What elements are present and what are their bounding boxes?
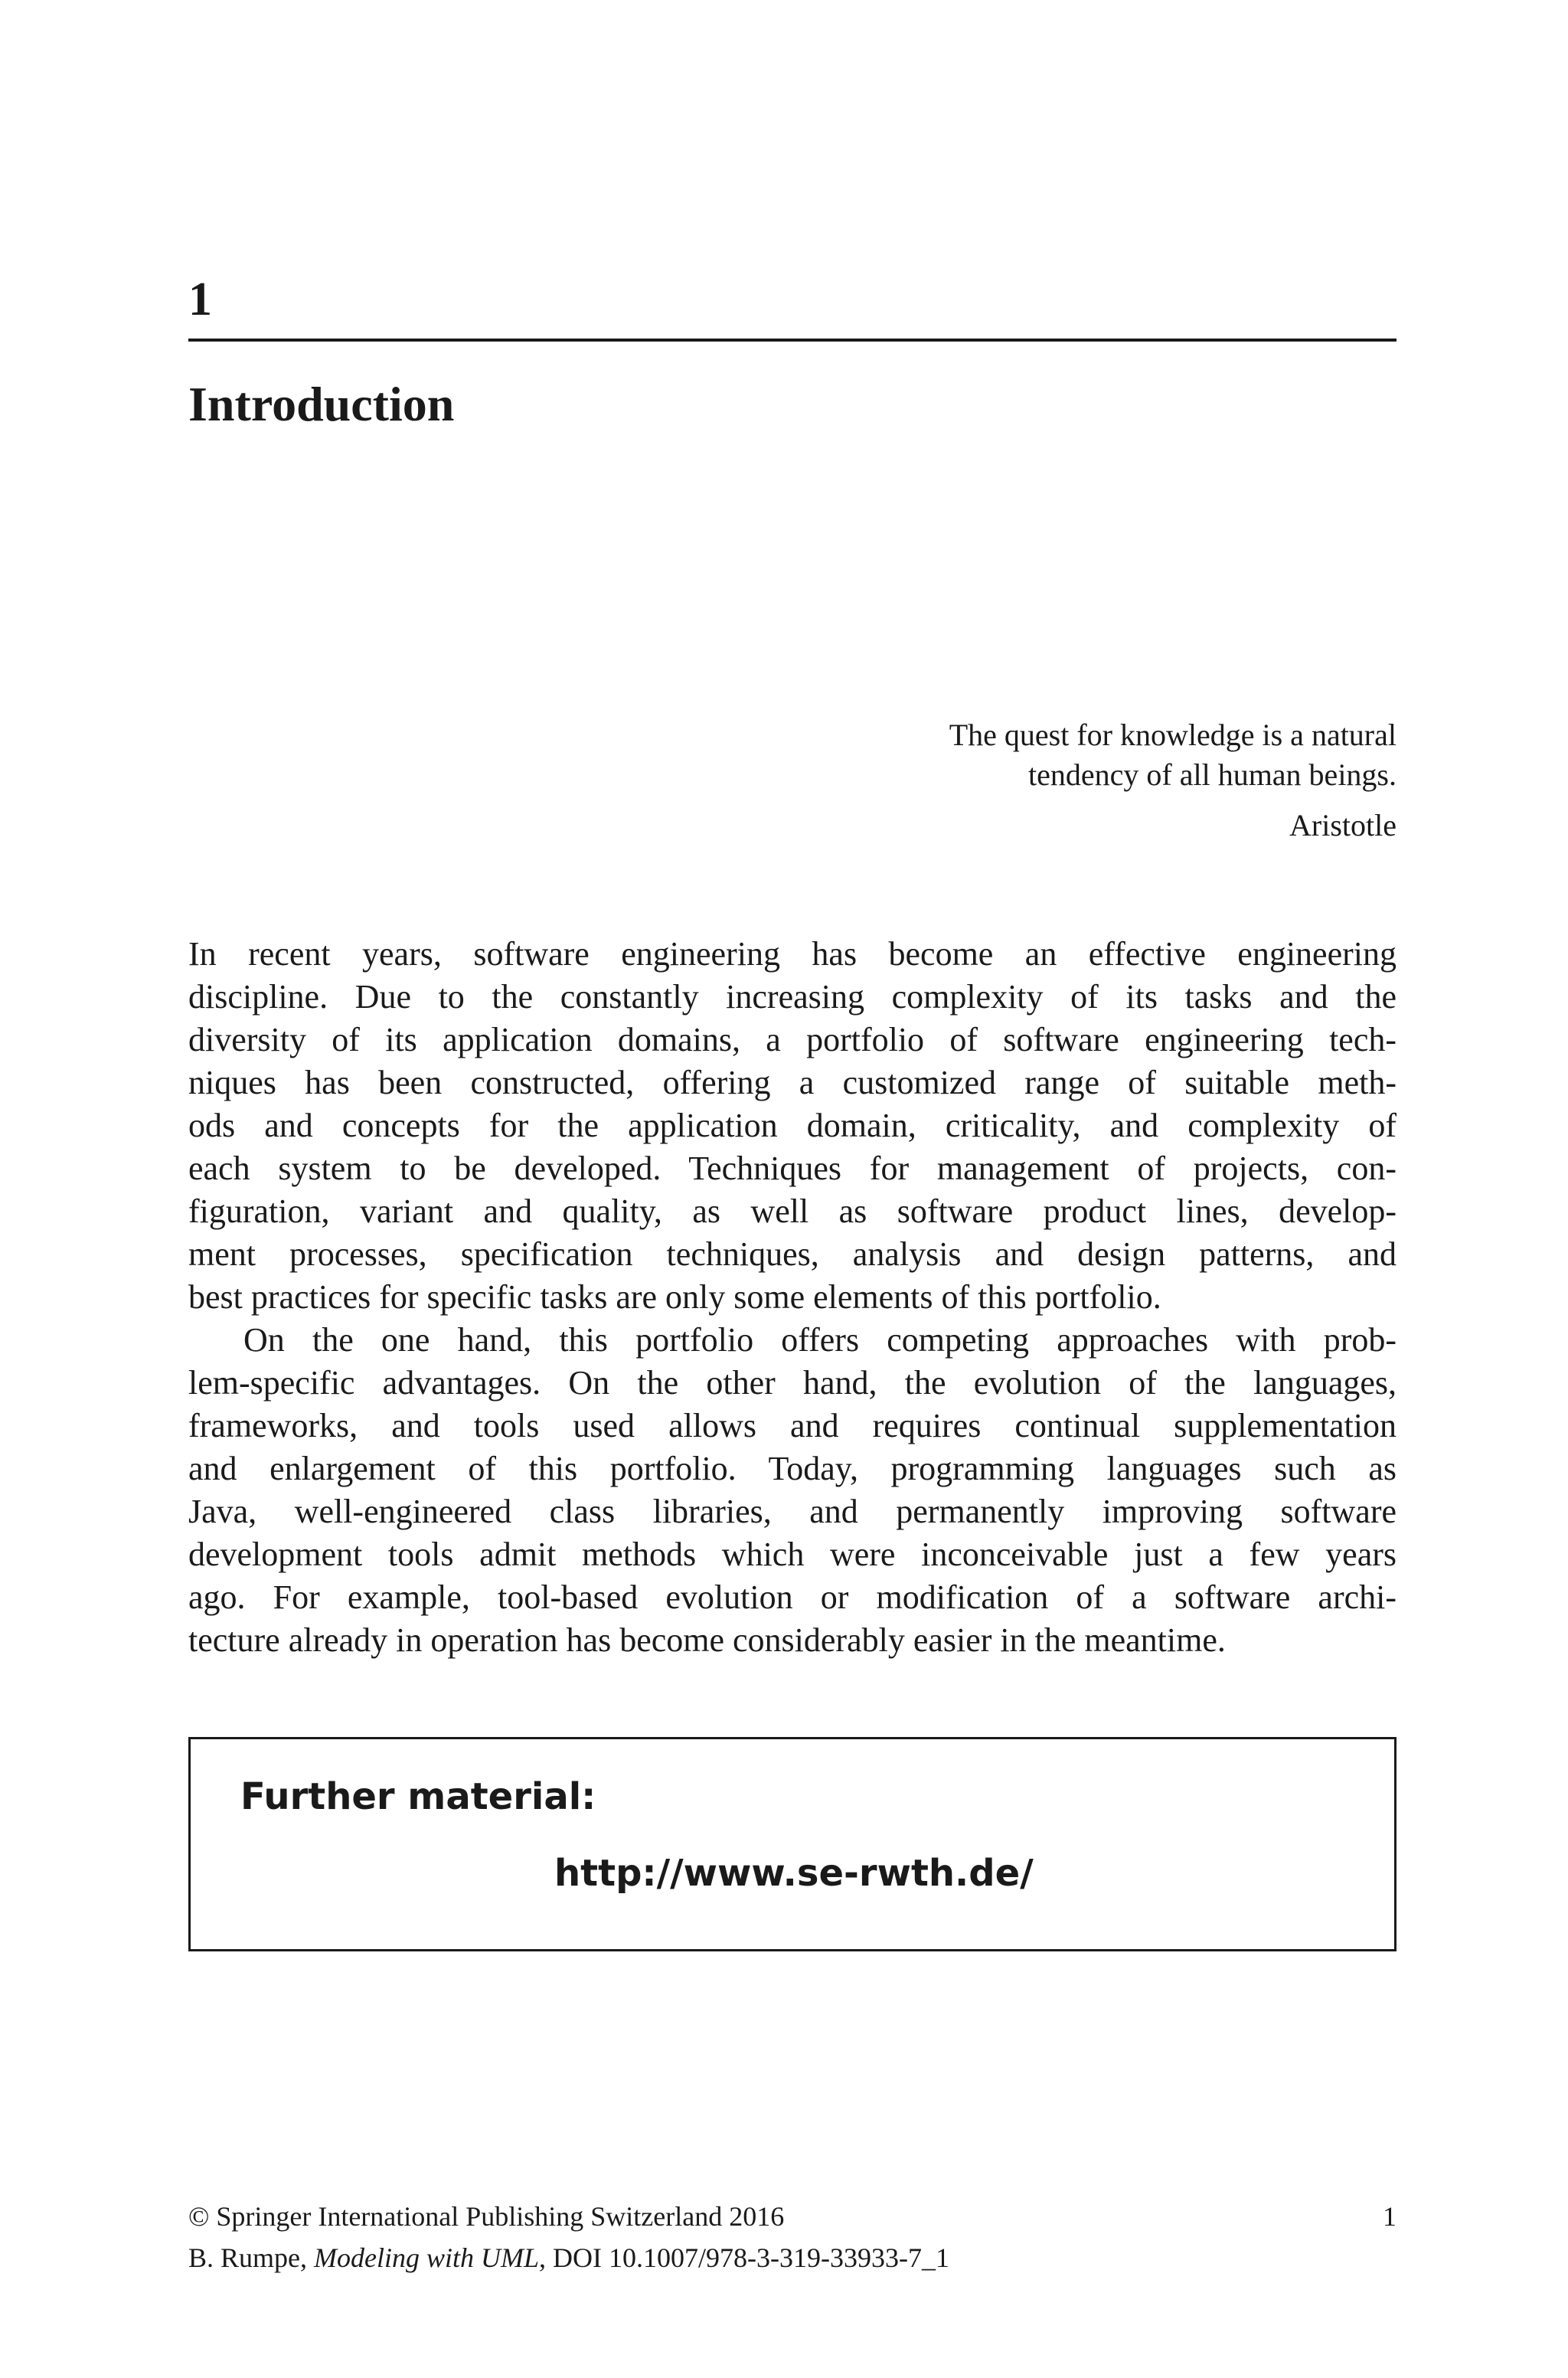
page-number: 1 bbox=[1383, 2201, 1396, 2232]
chapter-title: Introduction bbox=[188, 377, 455, 431]
citation-doi: , DOI 10.1007/978-3-319-33933-7_1 bbox=[539, 2242, 949, 2273]
citation-author: B. Rumpe, bbox=[188, 2242, 315, 2273]
epigraph-quote-line: tendency of all human beings. bbox=[1028, 757, 1396, 792]
epigraph-author: Aristotle bbox=[1289, 808, 1396, 842]
body-line: In recent years, software engineering has become an effective engineering bbox=[188, 935, 1396, 973]
further-material-label: Further material: bbox=[240, 1775, 596, 1818]
chapter-number: 1 bbox=[188, 273, 212, 325]
body-line: diversity of its application domains, a portfolio of software engineering tech- bbox=[188, 1021, 1396, 1058]
body-line: niques has been constructed, offering a customized range of suitable meth- bbox=[188, 1064, 1396, 1101]
body-line: discipline. Due to the constantly increasing complexity of its tasks and the bbox=[188, 978, 1396, 1016]
epigraph-quote-line: The quest for knowledge is a natural bbox=[949, 718, 1396, 752]
body-line: On the one hand, this portfolio offers competing approaches with prob- bbox=[243, 1321, 1396, 1359]
body-line: ment processes, specification techniques, analysis and design patterns, and bbox=[188, 1235, 1396, 1273]
body-line: frameworks, and tools used allows and requires continual supplementation bbox=[188, 1407, 1396, 1444]
body-line: ods and concepts for the application domain, criticality, and complexity of bbox=[188, 1107, 1396, 1144]
body-line: best practices for specific tasks are only some elements of this portfolio. bbox=[188, 1278, 1161, 1316]
body-line: development tools admit methods which were inconceivable just a few years bbox=[188, 1536, 1396, 1573]
footer-copyright: © Springer International Publishing Switzerland 2016 bbox=[188, 2201, 785, 2232]
citation-book-title: Modeling with UML bbox=[314, 2242, 540, 2273]
footer-citation bbox=[188, 2244, 949, 2272]
body-line: lem-specific advantages. On the other hand, the evolution of the languages, bbox=[188, 1364, 1396, 1402]
further-material-link[interactable]: http://www.se-rwth.de/ bbox=[554, 1852, 1034, 1895]
chapter-rule bbox=[188, 339, 1396, 342]
body-line: tecture already in operation has become considerably easier in the meantime. bbox=[188, 1621, 1226, 1659]
further-material-box bbox=[188, 1737, 1396, 1951]
body-line: each system to be developed. Techniques for management of projects, con- bbox=[188, 1150, 1396, 1187]
body-line: and enlargement of this portfolio. Today, programming languages such as bbox=[188, 1450, 1396, 1487]
body-line: Java, well-engineered class libraries, and permanently improving software bbox=[188, 1493, 1396, 1530]
body-line: ago. For example, tool-based evolution or modification of a software archi- bbox=[188, 1578, 1396, 1616]
body-line: figuration, variant and quality, as well as software product lines, develop- bbox=[188, 1192, 1396, 1230]
